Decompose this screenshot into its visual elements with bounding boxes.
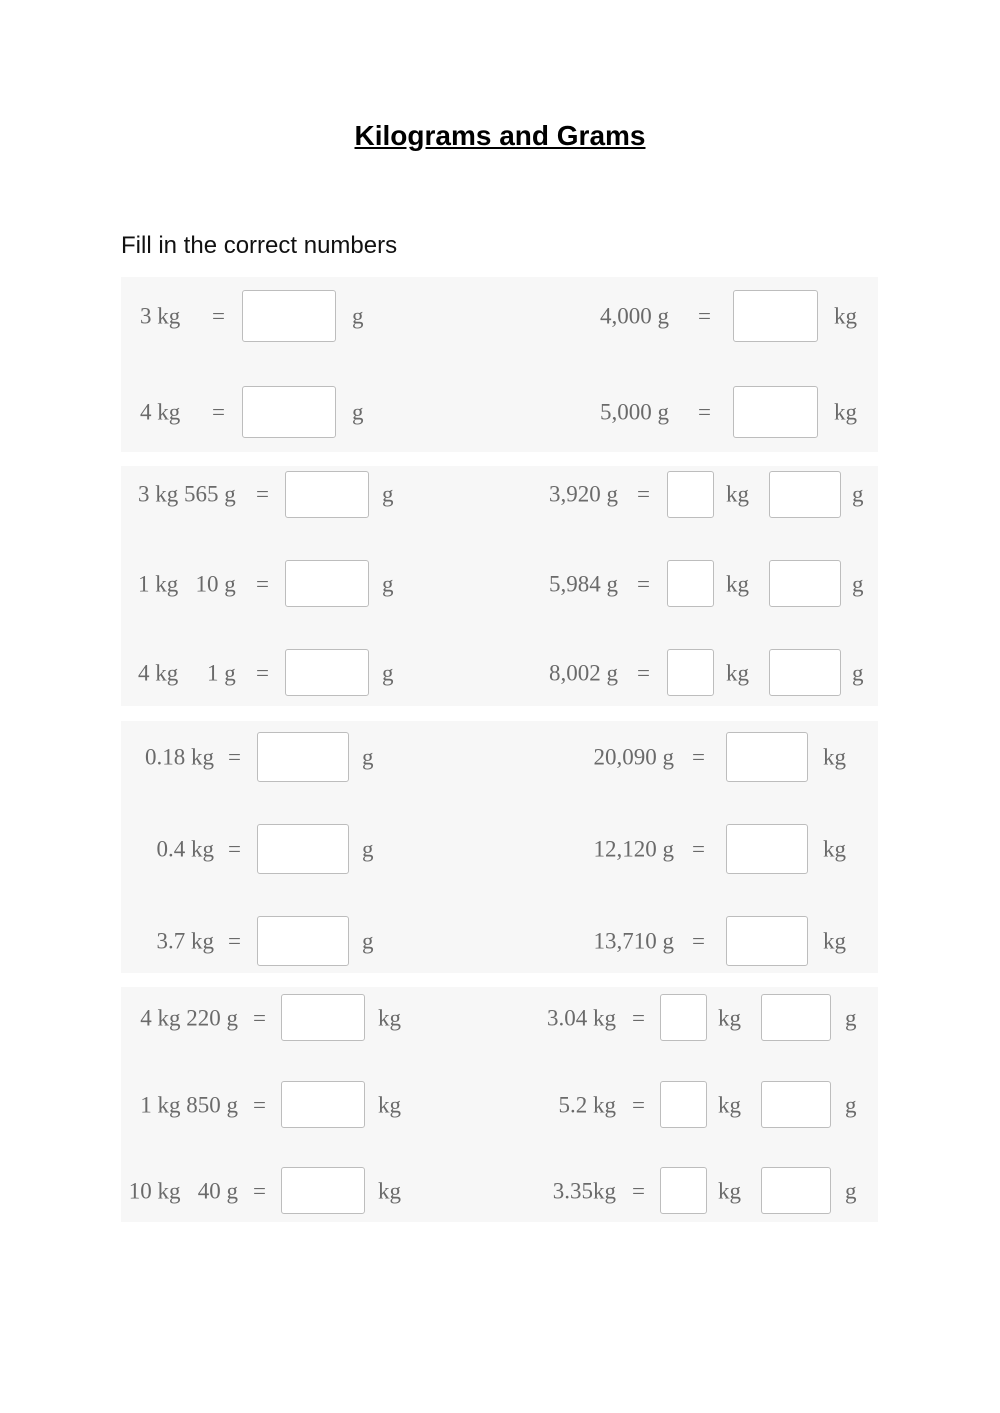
question-lhs: 12,120 g xyxy=(593,836,674,862)
question-lhs: 8,002 g xyxy=(549,660,618,686)
unit-label: kg xyxy=(718,1005,741,1031)
equals-sign: = xyxy=(228,928,241,954)
unit-label: g xyxy=(382,660,394,686)
answer-box[interactable] xyxy=(257,732,349,782)
question-lhs: 1 kg 10 g xyxy=(138,571,236,597)
equals-sign: = xyxy=(637,571,650,597)
unit-label: kg xyxy=(823,836,846,862)
unit-label: kg xyxy=(823,744,846,770)
unit-label: kg xyxy=(726,481,749,507)
unit-label: g xyxy=(852,571,864,597)
answer-box-kg[interactable] xyxy=(660,1167,707,1214)
equals-sign: = xyxy=(632,1092,645,1118)
unit-label: g xyxy=(382,571,394,597)
unit-label: g xyxy=(362,744,374,770)
equals-sign: = xyxy=(698,399,711,425)
answer-box-g[interactable] xyxy=(769,471,841,518)
question-lhs: 1 kg 850 g xyxy=(140,1092,238,1118)
equals-sign: = xyxy=(632,1178,645,1204)
question-lhs: 4,000 g xyxy=(600,303,669,329)
equals-sign: = xyxy=(256,481,269,507)
answer-box[interactable] xyxy=(726,732,808,782)
answer-box[interactable] xyxy=(733,290,818,342)
equals-sign: = xyxy=(256,571,269,597)
unit-label: kg xyxy=(726,571,749,597)
unit-label: g xyxy=(845,1005,857,1031)
worksheet-title: Kilograms and Grams xyxy=(354,120,646,151)
question-lhs: 4 kg 1 g xyxy=(138,660,236,686)
answer-box-kg[interactable] xyxy=(660,994,707,1041)
answer-box[interactable] xyxy=(281,1167,365,1214)
unit-label: kg xyxy=(718,1092,741,1118)
question-lhs: 5,984 g xyxy=(549,571,618,597)
answer-box[interactable] xyxy=(281,994,365,1041)
instruction-text: Fill in the correct numbers xyxy=(121,232,398,259)
answer-box-kg[interactable] xyxy=(667,649,714,696)
answer-box-kg[interactable] xyxy=(667,560,714,607)
equals-sign: = xyxy=(212,303,225,329)
answer-box-g[interactable] xyxy=(761,1081,831,1128)
answer-box[interactable] xyxy=(285,649,369,696)
answer-box-g[interactable] xyxy=(769,560,841,607)
equals-sign: = xyxy=(632,1005,645,1031)
answer-box-g[interactable] xyxy=(761,994,831,1041)
unit-label: g xyxy=(845,1092,857,1118)
unit-label: g xyxy=(382,481,394,507)
answer-box-g[interactable] xyxy=(761,1167,831,1214)
question-lhs: 3,920 g xyxy=(549,481,618,507)
answer-box-kg[interactable] xyxy=(660,1081,707,1128)
question-lhs: 20,090 g xyxy=(593,744,674,770)
question-lhs: 3.35kg xyxy=(552,1178,616,1204)
answer-box[interactable] xyxy=(242,386,336,438)
unit-label: g xyxy=(352,399,364,425)
answer-box[interactable] xyxy=(726,916,808,966)
question-lhs: 4 kg 220 g xyxy=(140,1005,238,1031)
unit-label: g xyxy=(852,481,864,507)
question-lhs: 5,000 g xyxy=(600,399,669,425)
answer-box[interactable] xyxy=(285,471,369,518)
unit-label: kg xyxy=(834,303,857,329)
equals-sign: = xyxy=(253,1005,266,1031)
equals-sign: = xyxy=(253,1178,266,1204)
answer-box[interactable] xyxy=(242,290,336,342)
answer-box[interactable] xyxy=(285,560,369,607)
equals-sign: = xyxy=(212,399,225,425)
equals-sign: = xyxy=(228,836,241,862)
unit-label: kg xyxy=(726,660,749,686)
equals-sign: = xyxy=(692,836,705,862)
answer-box[interactable] xyxy=(733,386,818,438)
question-lhs: 0.4 kg xyxy=(156,836,214,862)
answer-box[interactable] xyxy=(726,824,808,874)
answer-box-g[interactable] xyxy=(769,649,841,696)
question-lhs: 4 kg xyxy=(140,399,181,425)
question-lhs: 3.04 kg xyxy=(547,1005,616,1031)
unit-label: kg xyxy=(378,1092,401,1118)
answer-box[interactable] xyxy=(257,824,349,874)
unit-label: kg xyxy=(378,1178,401,1204)
unit-label: g xyxy=(352,303,364,329)
equals-sign: = xyxy=(637,481,650,507)
question-lhs: 13,710 g xyxy=(593,928,674,954)
unit-label: g xyxy=(852,660,864,686)
unit-label: kg xyxy=(378,1005,401,1031)
unit-label: kg xyxy=(823,928,846,954)
equals-sign: = xyxy=(692,744,705,770)
unit-label: kg xyxy=(718,1178,741,1204)
answer-box[interactable] xyxy=(257,916,349,966)
equals-sign: = xyxy=(692,928,705,954)
unit-label: kg xyxy=(834,399,857,425)
answer-box[interactable] xyxy=(281,1081,365,1128)
question-lhs: 0.18 kg xyxy=(145,744,214,770)
question-lhs: 3 kg 565 g xyxy=(138,481,236,507)
equals-sign: = xyxy=(228,744,241,770)
unit-label: g xyxy=(362,836,374,862)
equals-sign: = xyxy=(637,660,650,686)
unit-label: g xyxy=(845,1178,857,1204)
answer-box-kg[interactable] xyxy=(667,471,714,518)
question-lhs: 10 kg 40 g xyxy=(128,1178,238,1204)
equals-sign: = xyxy=(256,660,269,686)
equals-sign: = xyxy=(698,303,711,329)
question-lhs: 3 kg xyxy=(140,303,181,329)
equals-sign: = xyxy=(253,1092,266,1118)
unit-label: g xyxy=(362,928,374,954)
question-lhs: 3.7 kg xyxy=(156,928,214,954)
question-lhs: 5.2 kg xyxy=(558,1092,616,1118)
